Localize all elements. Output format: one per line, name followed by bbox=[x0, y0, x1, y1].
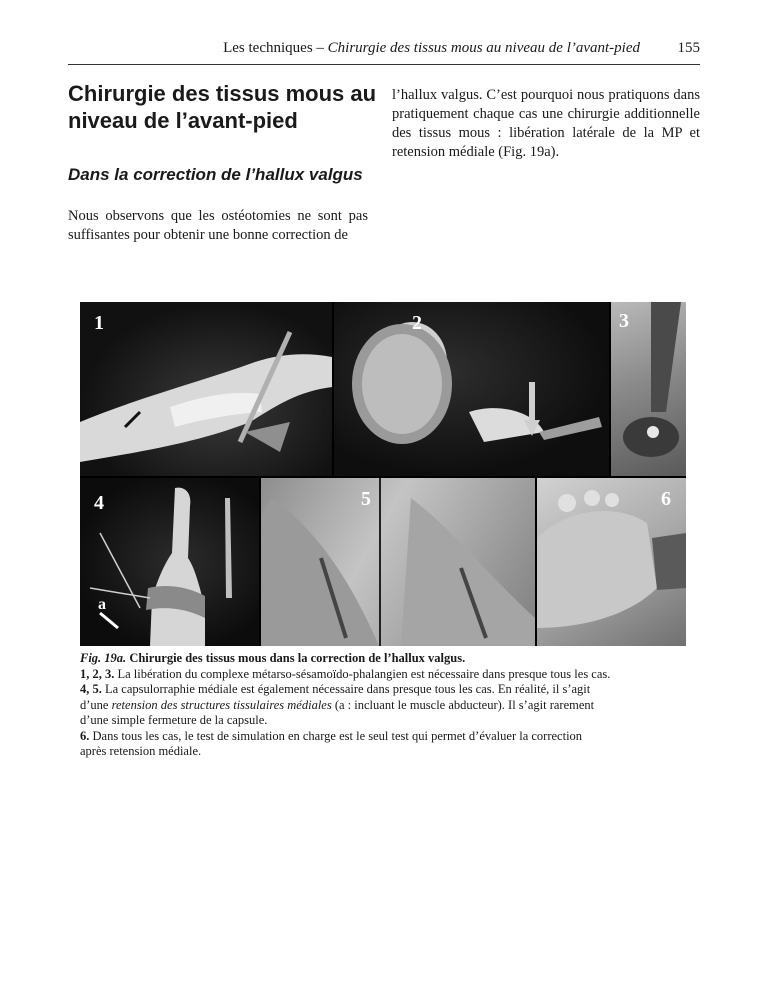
panel-label-1: 1 bbox=[94, 312, 104, 334]
panel-label-3: 3 bbox=[619, 310, 629, 332]
caption-line-4: d’une retension des structures tissulaires médiales (a : incluant le muscle abducteur). Il s’agit rarement bbox=[80, 697, 595, 712]
panel-label-6: 6 bbox=[661, 488, 671, 510]
panel-label-2: 2 bbox=[412, 312, 422, 334]
figure-panel-3 bbox=[611, 302, 686, 476]
panel-label-5: 5 bbox=[361, 488, 371, 510]
running-header bbox=[68, 36, 700, 65]
caption-line-1: Fig. 19a. Chirurgie des tissus mous dans la correction de l’hallux valgus. bbox=[80, 651, 466, 665]
surgical-photo-5 bbox=[261, 478, 535, 646]
panel-label-4: 4 bbox=[94, 492, 104, 514]
panel-sublabel-a: a bbox=[98, 596, 106, 613]
caption-line-3: 4, 5. La capsulorraphie médiale est également nécessaire dans presque tous les cas. En réalité, il s’agit bbox=[80, 682, 591, 696]
figure-19a bbox=[80, 302, 686, 646]
figure-caption bbox=[80, 651, 686, 760]
figure-panel-5 bbox=[261, 478, 535, 646]
caption-line-5: d’une simple fermeture de la capsule. bbox=[80, 713, 268, 727]
sesamoid-illustration bbox=[334, 302, 609, 476]
section-subtitle: Dans la correction de l’hallux valgus bbox=[68, 165, 363, 184]
caption-line-2: 1, 2, 3. La libération du complexe métarso-sésamoïdo-phalangien est nécessaire dans presque tous les cas. bbox=[80, 666, 611, 681]
caption-line-6: 6. Dans tous les cas, le test de simulation en charge est le seul test qui permet d’évaluer la correction bbox=[80, 728, 583, 743]
figure-panel-4 bbox=[80, 478, 259, 646]
figure-panel-2 bbox=[334, 302, 609, 476]
body-paragraph-right: l’hallux valgus. C’est pourquoi nous pratiquons dans pratiquement chaque cas une chirurgie additionnelle des tissus mous : libération latérale de la MP et retension médiale (Fig. 19a). bbox=[392, 87, 700, 160]
article-title: Chirurgie des tissus mous au niveau de l’avant-pied bbox=[68, 81, 377, 133]
running-title: Les techniques – Chirurgie des tissus mous au niveau de l’avant-pied bbox=[223, 40, 640, 56]
panel-5-divider bbox=[379, 478, 381, 646]
bone-illustration-1 bbox=[80, 302, 332, 476]
body-paragraph-left: Nous observons que les ostéotomies ne sont pas suffisantes pour obtenir une bonne correction de bbox=[68, 208, 368, 243]
figure-panel-1 bbox=[80, 302, 332, 476]
caption-line-7: après retension médiale. bbox=[80, 744, 202, 758]
page-number: 155 bbox=[677, 40, 700, 56]
bone-illustration-4 bbox=[80, 478, 259, 646]
figure-panel-6 bbox=[537, 478, 686, 646]
